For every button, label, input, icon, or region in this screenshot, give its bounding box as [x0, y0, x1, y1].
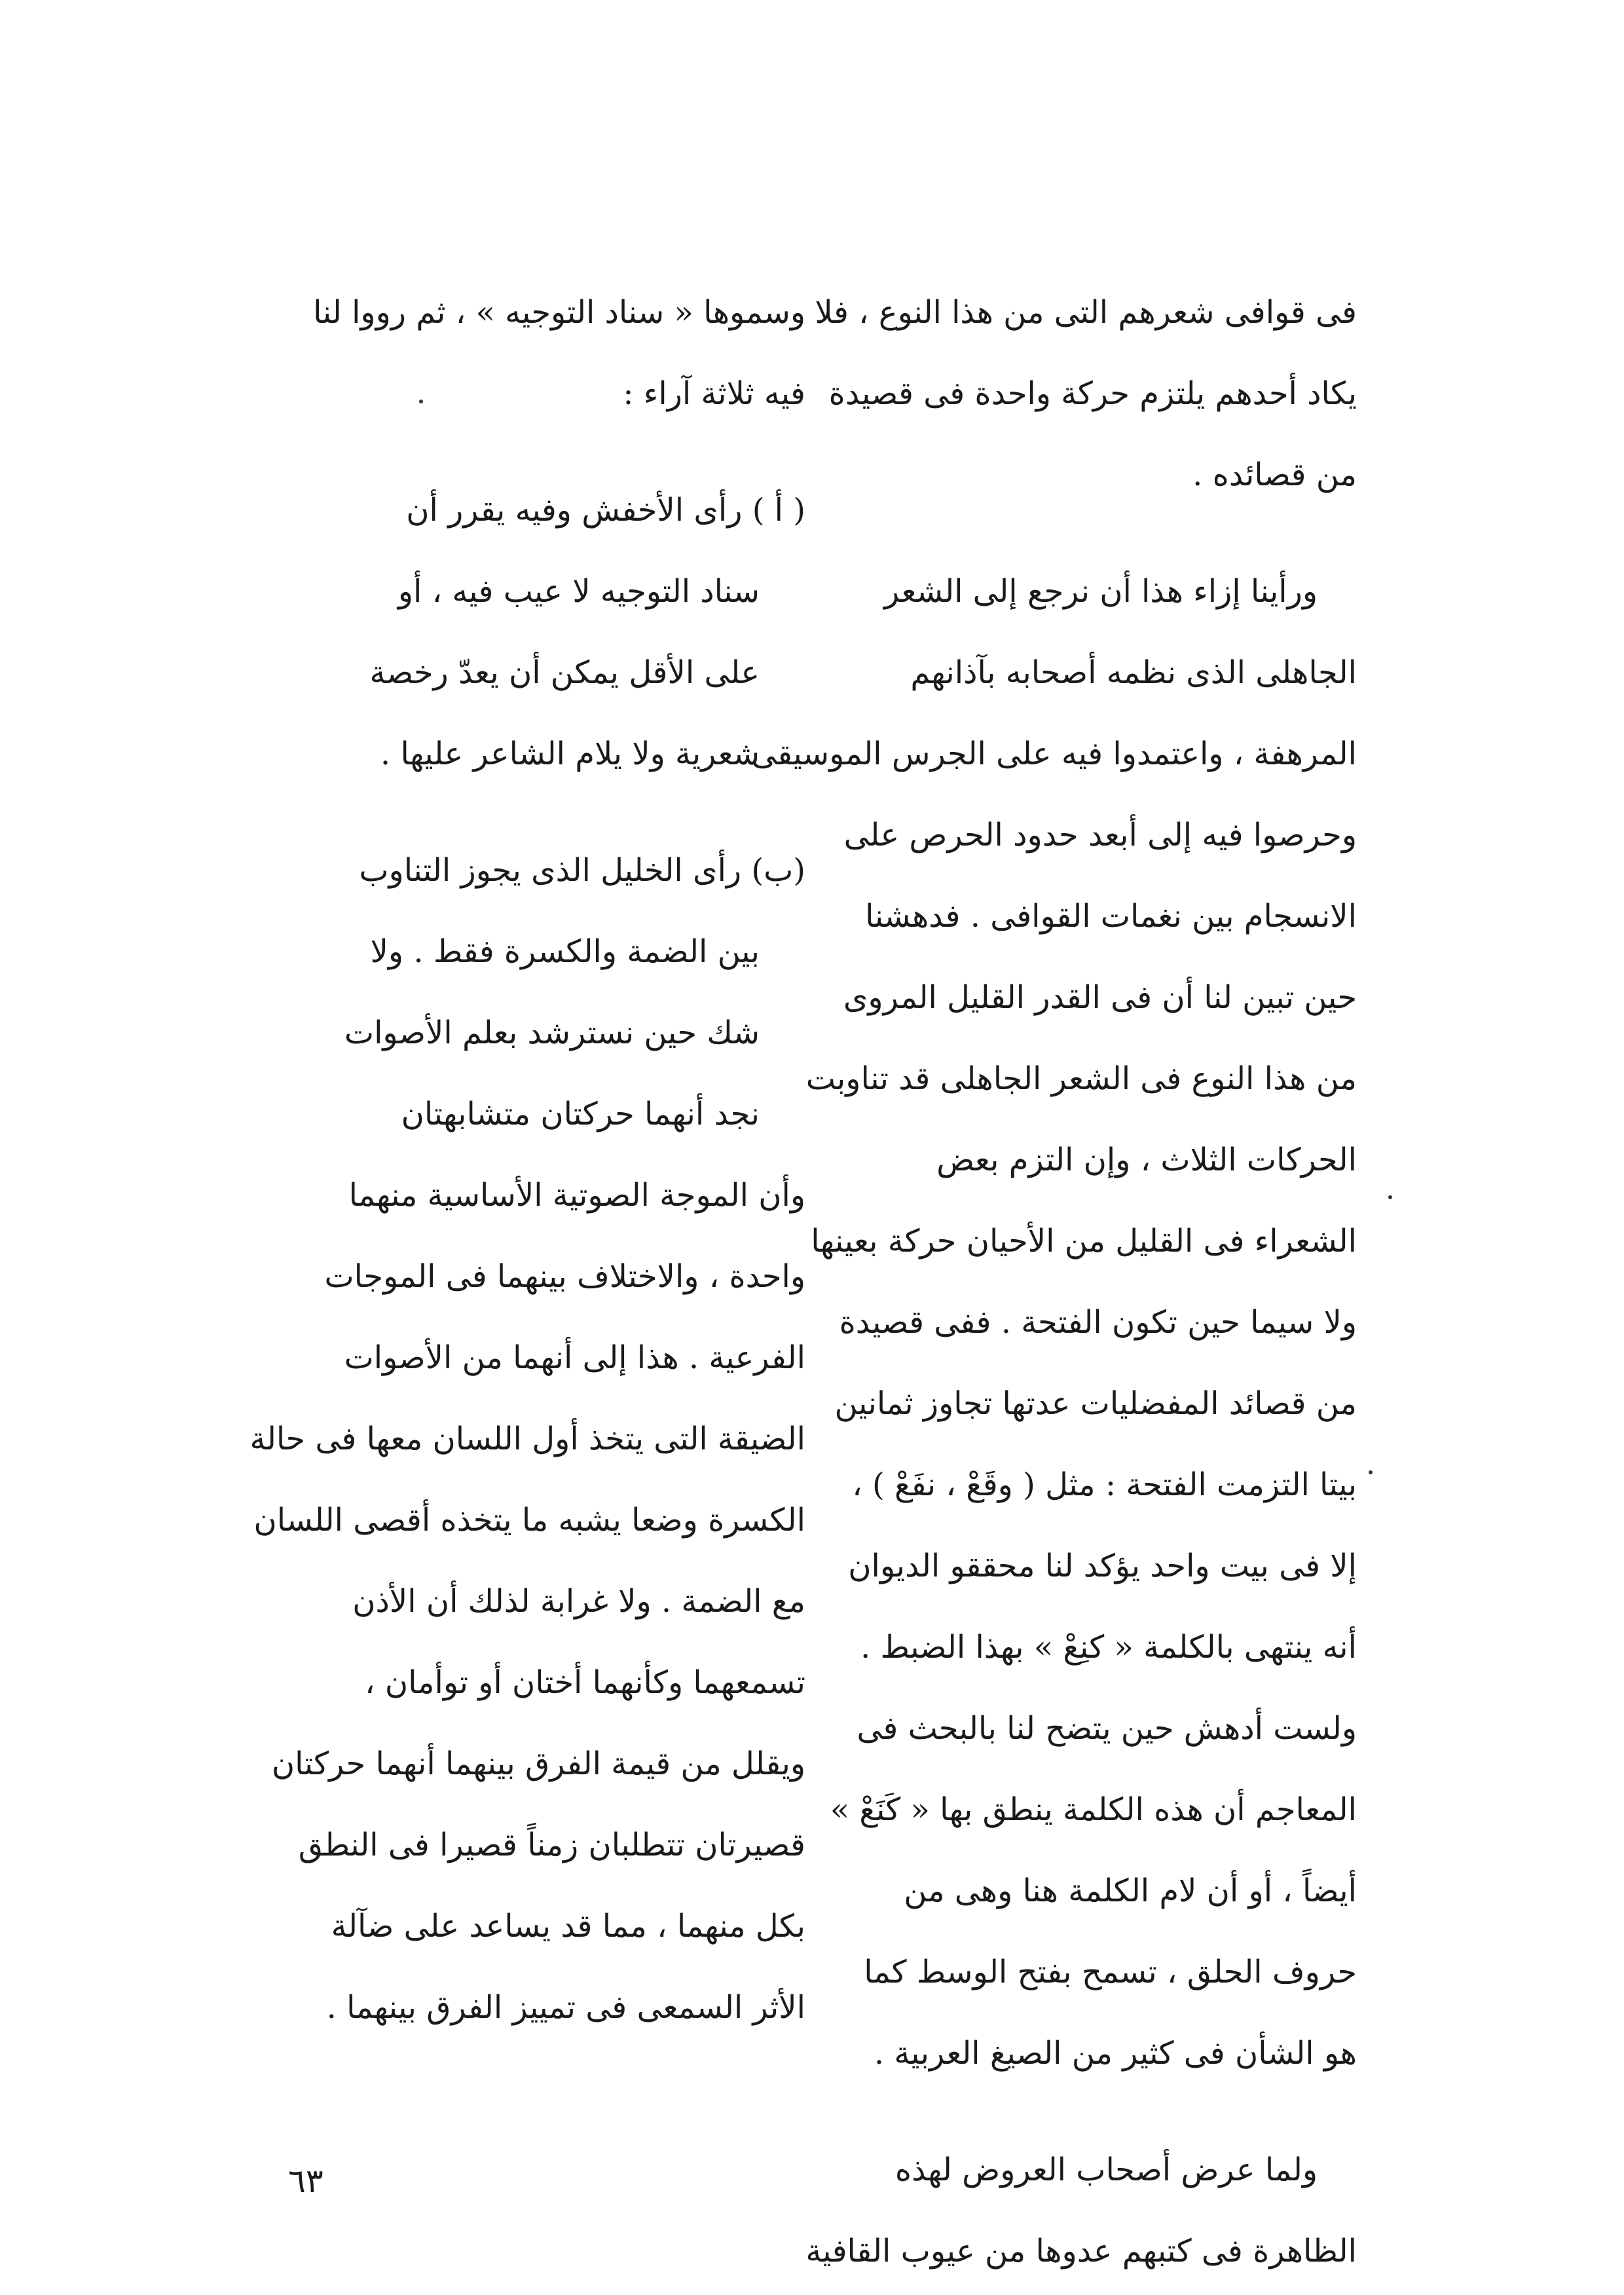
text-line: ولما عرض أصحاب العروض لهذه [895, 2152, 1318, 2188]
text-line: قصيرتان تتطلبان زمناً قصيرا فى النطق [298, 1827, 805, 1863]
paragraph [815, 272, 1357, 515]
text-line: من قصائد المفضليات عدتها تجاوز ثمانين [834, 1385, 1357, 1422]
text-line: شعرية ولا يلام الشاعر عليها . [380, 736, 760, 772]
text-line: سناد التوجيه لا عيب فيه ، أو [397, 573, 760, 610]
text-line: حين تبين لنا أن فى القدر القليل المروى [843, 979, 1357, 1016]
print-speck [1369, 1470, 1373, 1474]
text-line: ويقلل من قيمة الفرق بينهما أنهما حركتان [271, 1745, 805, 1782]
text-line: نجد أنهما حركتان متشابهتان [401, 1096, 760, 1132]
print-speck [419, 400, 423, 403]
text-line: شك حين نسترشد بعلم الأصوات [344, 1015, 760, 1051]
intro-paragraph [268, 272, 805, 434]
text-line: وسموها « سناد التوجيه » ، ثم رووا لنا [313, 294, 805, 331]
paragraph [805, 2129, 1357, 2292]
text-line: الضيقة التى يتخذ أول اللسان معها فى حالة [249, 1421, 805, 1457]
text-line: الجاهلى الذى نظمه أصحابه بآذانهم [910, 654, 1357, 691]
text-line: المعاجم أن هذه الكلمة ينطق بها « كَنَعْ » [830, 1791, 1357, 1828]
left-text-column [249, 272, 805, 2048]
text-line: (ب) رأى الخليل الذى يجوز التناوب [359, 852, 805, 889]
text-line: فيه ثلاثة آراء : [623, 375, 805, 412]
text-line: الشعراء فى القليل من الأحيان حركة بعينها [811, 1223, 1357, 1259]
text-line: ورأينا إزاء هذا أن نرجع إلى الشعر [883, 573, 1318, 610]
text-line: مع الضمة . ولا غرابة لذلك أن الأذن [352, 1583, 805, 1620]
text-line: فى قوافى شعرهم التى من هذا النوع ، فلا [815, 294, 1357, 331]
list-item-a [268, 470, 805, 794]
text-line: وحرصوا فيه إلى أبعد حدود الحرص على [843, 817, 1357, 853]
text-line: المرهفة ، واعتمدوا فيه على الجرس الموسيقى [751, 736, 1357, 772]
text-line: إلا فى بيت واحد يؤكد لنا محققو الديوان [848, 1548, 1357, 1584]
text-line: بين الضمة والكسرة فقط . ولا [370, 933, 760, 970]
text-line: الفرعية . هذا إلى أنهما من الأصوات [344, 1339, 805, 1376]
text-line: واحدة ، والاختلاف بينهما فى الموجات [324, 1258, 805, 1295]
text-line: الظاهرة فى كتبهم عدوها من عيوب القافية [805, 2233, 1357, 2269]
text-line: وأن الموجة الصوتية الأساسية منهما [348, 1177, 805, 1214]
page-number: ٦٣ [288, 2162, 323, 2200]
text-line: الأثر السمعى فى تمييز الفرق بينهما . [326, 1989, 805, 2026]
text-line: حروف الحلق ، تسمح بفتح الوسط كما [864, 1954, 1357, 1990]
list-item-b [249, 830, 805, 2048]
paragraph [751, 551, 1357, 2094]
text-line: هو الشأن فى كثير من الصيغ العربية . [874, 2035, 1357, 2072]
print-speck [1388, 1195, 1392, 1199]
text-line: أيضاً ، أو أن لام الكلمة هنا وهى من [904, 1873, 1357, 1909]
text-line: ولا سيما حين تكون الفتحة . ففى قصيدة [839, 1304, 1357, 1341]
text-line: ولست أدهش حين يتضح لنا بالبحث فى [857, 1710, 1357, 1747]
text-line: على الأقل يمكن أن يعدّ رخصة [369, 654, 760, 691]
text-line: من هذا النوع فى الشعر الجاهلى قد تناوبت [805, 1060, 1357, 1097]
text-line: يكاد أحدهم يلتزم حركة واحدة فى قصيدة [828, 375, 1357, 412]
text-line: الحركات الثلاث ، وإن التزم بعض [936, 1142, 1357, 1178]
right-text-column [751, 272, 1357, 2292]
text-line: من قصائده . [1192, 457, 1357, 493]
text-line: بكل منهما ، مما قد يساعد على ضآلة [331, 1908, 805, 1945]
text-line: الكسرة وضعا يشبه ما يتخذه أقصى اللسان [253, 1502, 805, 1539]
text-line: أنه ينتهى بالكلمة « كنِعْ » بهذا الضبط . [860, 1629, 1357, 1666]
text-line: تسمعهما وكأنهما أختان أو توأمان ، [365, 1664, 805, 1701]
text-line: ( أ ) رأى الأخفش وفيه يقرر أن [406, 492, 805, 529]
text-line: الانسجام بين نغمات القوافى . فدهشنا [865, 898, 1357, 935]
text-line: بيتا التزمت الفتحة : مثل ( وقَعْ ، نفَعْ ) ، [852, 1466, 1357, 1503]
